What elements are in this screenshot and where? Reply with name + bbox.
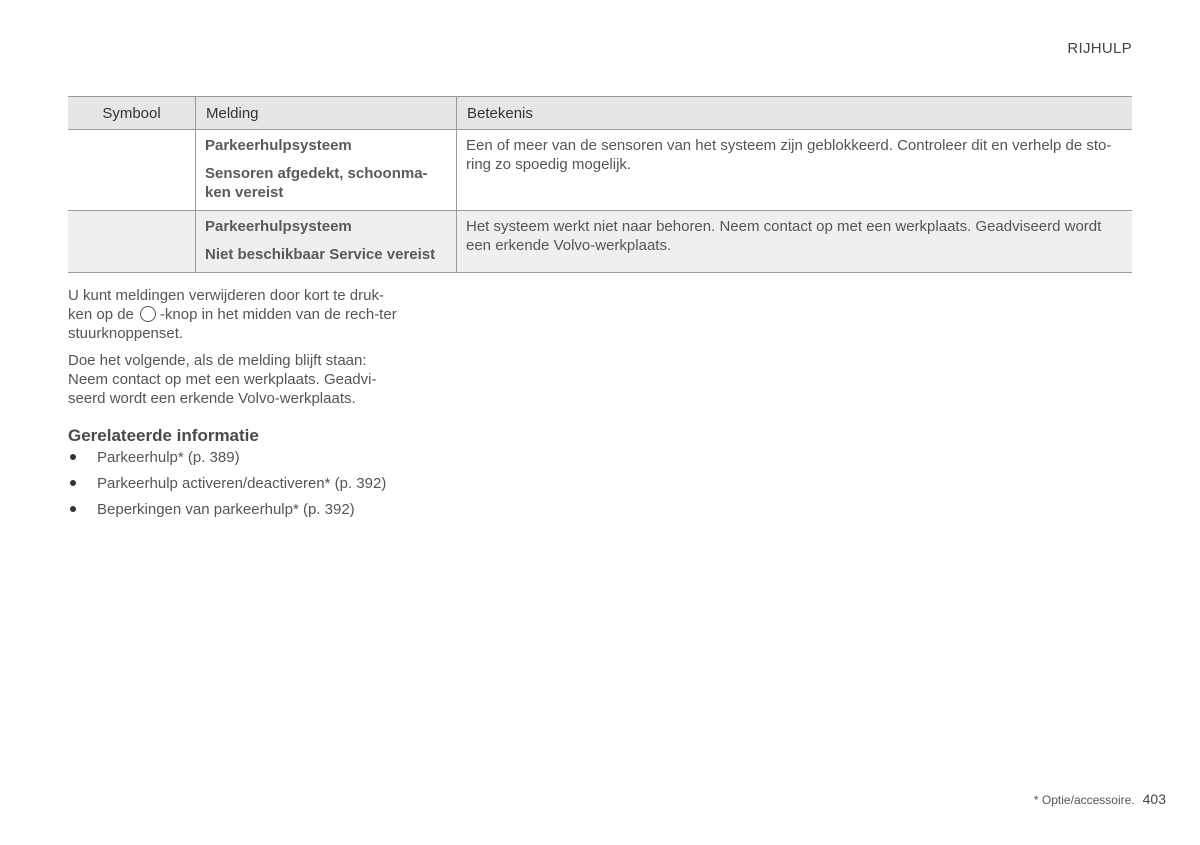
symbol-cell [68, 211, 196, 273]
melding-system: Parkeerhulpsysteem [205, 218, 352, 235]
table-header-row [68, 97, 1132, 130]
message-table [68, 96, 1132, 273]
related-link[interactable]: Parkeerhulp* (p. 389) [97, 449, 240, 466]
list-item[interactable] [68, 448, 386, 474]
footnote: * Optie/accessoire. [1033, 793, 1135, 807]
betekenis-cell: Een of meer van de sensoren van het systeem zijn geblokkeerd. Controleer dit en verhelp de sto-ring zo spoedig mogelijk. [457, 130, 1133, 211]
page-number: 403 [1142, 791, 1166, 807]
melding-message: Niet beschikbaar Service vereist [205, 246, 436, 263]
symbol-cell [68, 130, 196, 211]
column-header-symbool: Symbool [68, 97, 196, 130]
paragraph-persistent-message: Doe het volgende, als de melding blijft staan: Neem contact op met een werkplaats. Geadvi-seerd wordt een erkende Volvo-werkplaats. [68, 352, 377, 407]
bullet-icon [70, 506, 76, 512]
paragraph-remove-message [68, 286, 398, 343]
bullet-icon [70, 480, 76, 486]
paragraph-text-after: -knop in het midden van de rech-ter stuurknoppenset. [68, 306, 397, 342]
related-info-heading: Gerelateerde informatie [68, 426, 259, 445]
melding-cell [196, 130, 457, 211]
chapter-title: RIJHULP [1067, 40, 1132, 57]
related-info-list [68, 448, 386, 526]
melding-cell [196, 211, 457, 273]
bullet-icon [70, 454, 76, 460]
column-header-betekenis: Betekenis [457, 97, 1133, 130]
list-item[interactable] [68, 500, 386, 526]
body-text [68, 286, 398, 416]
paragraph-text-before: U kunt meldingen verwijderen door kort te druk-ken op de [68, 287, 384, 323]
list-item[interactable] [68, 474, 386, 500]
page-footer [1034, 791, 1166, 807]
related-link[interactable]: Parkeerhulp activeren/deactiveren* (p. 392) [97, 475, 387, 492]
table-row [68, 130, 1132, 211]
related-link[interactable]: Beperkingen van parkeerhulp* (p. 392) [97, 501, 355, 518]
melding-system: Parkeerhulpsysteem [205, 137, 352, 154]
melding-message: Sensoren afgedekt, schoonma-ken vereist [205, 165, 428, 201]
column-header-melding: Melding [196, 97, 457, 130]
table-row [68, 211, 1132, 273]
betekenis-cell: Het systeem werkt niet naar behoren. Neem contact op met een werkplaats. Geadviseerd wordt een erkende Volvo-werkplaats. [457, 211, 1133, 273]
o-knob-icon [140, 306, 156, 322]
